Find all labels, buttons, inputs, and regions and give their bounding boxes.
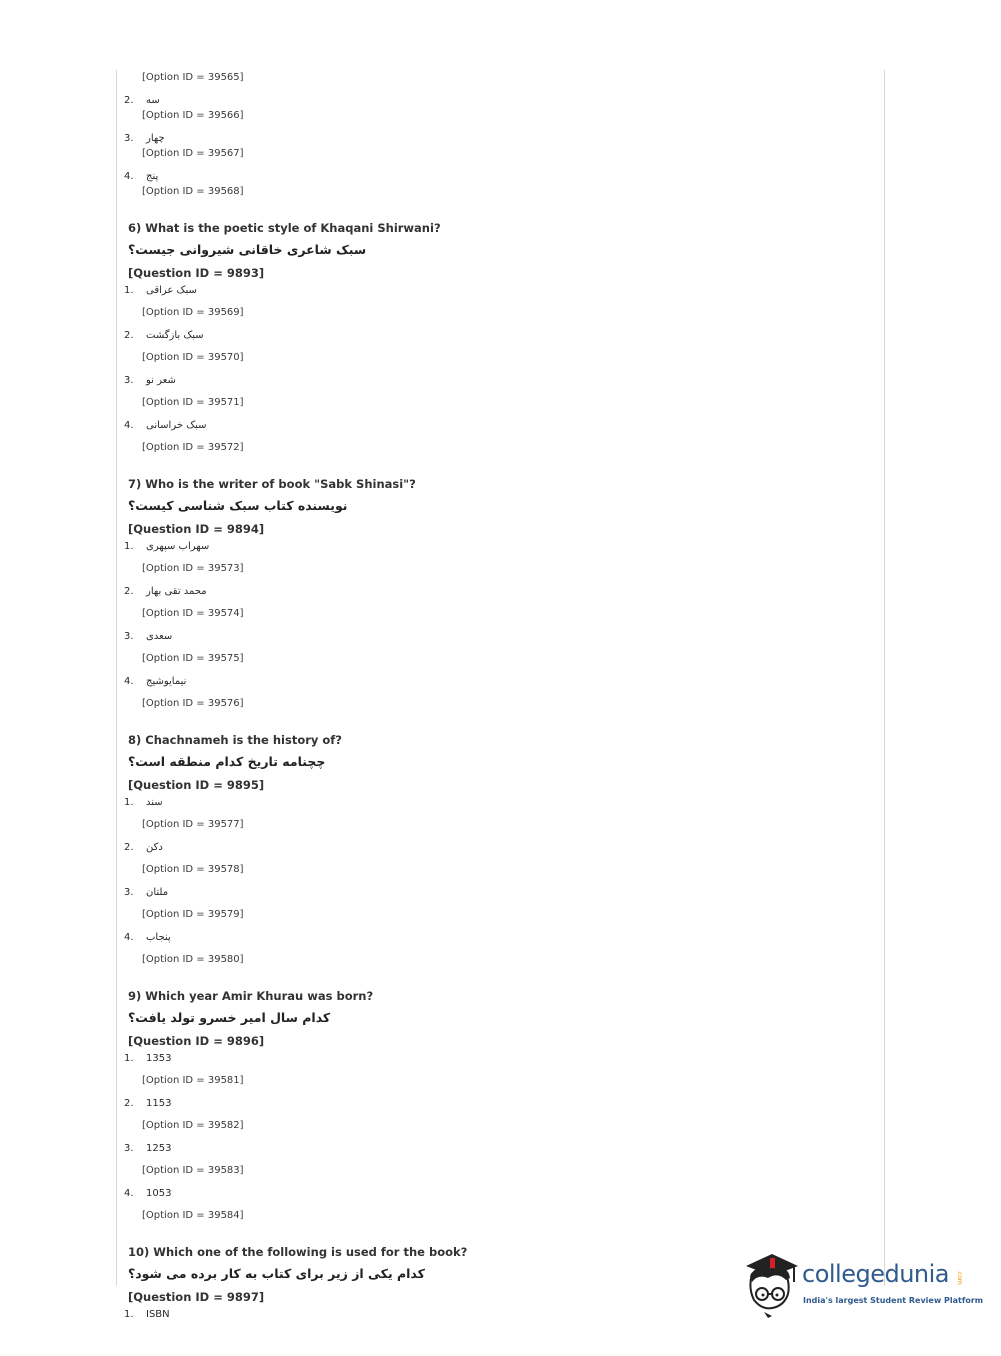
question-id: [Question ID = 9895]	[128, 778, 265, 792]
option-row	[122, 1186, 862, 1201]
option-id: [Option ID = 39580]	[142, 954, 244, 965]
option-number: 1.	[124, 1309, 134, 1320]
spacer	[122, 577, 862, 584]
spacer	[122, 554, 862, 561]
question-text-english: Which year Amir Khurau was born?	[145, 989, 374, 1003]
option-number: 3.	[124, 631, 134, 642]
option-number: 1.	[124, 541, 134, 552]
logo-wordmark: collegedunia	[802, 1260, 950, 1288]
question-text-persian: نویسنده کتاب سبک شناسی کیست؟	[128, 498, 348, 513]
spacer	[122, 833, 862, 840]
option-row	[122, 629, 862, 644]
option-text: 1153	[146, 1098, 172, 1109]
option-number: 4.	[124, 676, 134, 687]
option-id: [Option ID = 39567]	[142, 148, 244, 159]
option-row	[122, 169, 862, 184]
option-number: 2.	[124, 95, 134, 106]
option-id: [Option ID = 39565]	[142, 72, 244, 83]
option-text: پنج	[146, 171, 159, 182]
question-id: [Question ID = 9894]	[128, 522, 265, 536]
spacer	[122, 411, 862, 418]
option-row	[122, 1096, 862, 1111]
question-text-persian: چچنامه تاریخ کدام منطقه است؟	[128, 754, 326, 769]
option-id: [Option ID = 39582]	[142, 1120, 244, 1131]
option-id: [Option ID = 39583]	[142, 1165, 244, 1176]
option-id: [Option ID = 39570]	[142, 352, 244, 363]
spacer	[122, 200, 862, 207]
option-number: 3.	[124, 887, 134, 898]
spacer	[122, 86, 862, 93]
spacer	[122, 162, 862, 169]
option-row	[122, 674, 862, 689]
question-block	[122, 475, 862, 719]
option-id: [Option ID = 39571]	[142, 397, 244, 408]
option-number: 2.	[124, 1098, 134, 1109]
option-id: [Option ID = 39568]	[142, 186, 244, 197]
spacer	[122, 1201, 862, 1208]
spacer	[122, 366, 862, 373]
question-text-english: Chachnameh is the history of?	[145, 733, 342, 747]
question-block	[122, 987, 862, 1231]
option-row	[122, 795, 862, 810]
spacer	[122, 855, 862, 862]
option-number: 2.	[124, 586, 134, 597]
question-number: 10)	[128, 1245, 150, 1259]
option-text: سهراب سپهری	[146, 541, 210, 552]
option-row	[122, 373, 862, 388]
option-row	[122, 539, 862, 554]
spacer	[122, 810, 862, 817]
option-number: 3.	[124, 133, 134, 144]
question-title	[122, 219, 862, 237]
option-text: دکن	[146, 842, 163, 853]
question-title	[122, 475, 862, 493]
spacer	[122, 599, 862, 606]
left-border-line	[116, 70, 117, 1286]
option-number: 4.	[124, 1188, 134, 1199]
option-number: 4.	[124, 171, 134, 182]
spacer	[122, 343, 862, 350]
option-number: 1.	[124, 1053, 134, 1064]
question-text-persian: سبک شاعری خاقانی شیروانی جیست؟	[128, 242, 367, 257]
spacer	[122, 321, 862, 328]
option-row	[122, 930, 862, 945]
option-id: [Option ID = 39581]	[142, 1075, 244, 1086]
option-row	[122, 1141, 862, 1156]
option-row	[122, 328, 862, 343]
option-text: سبک عراقی	[146, 285, 197, 296]
spacer	[122, 1111, 862, 1118]
spacer	[122, 667, 862, 674]
option-text: محمد تقی بهار	[146, 586, 207, 597]
option-id: [Option ID = 39573]	[142, 563, 244, 574]
spacer	[122, 644, 862, 651]
question-block	[122, 219, 862, 463]
spacer	[122, 388, 862, 395]
spacer	[122, 878, 862, 885]
spacer	[122, 712, 862, 719]
question-block	[122, 731, 862, 975]
option-text: سه	[146, 95, 160, 106]
logo-domain-suffix: .com	[956, 1270, 963, 1285]
question-paper-content	[122, 70, 862, 1322]
question-number: 9)	[128, 989, 142, 1003]
option-text: سبک بازگشت	[146, 330, 204, 341]
spacer	[122, 1156, 862, 1163]
option-text: 1253	[146, 1143, 172, 1154]
option-row	[122, 885, 862, 900]
spacer	[122, 968, 862, 975]
spacer	[122, 1179, 862, 1186]
spacer	[122, 1066, 862, 1073]
option-id: [Option ID = 39566]	[142, 110, 244, 121]
option-text: سعدی	[146, 631, 173, 642]
option-number: 2.	[124, 842, 134, 853]
option-number: 3.	[124, 1143, 134, 1154]
question-id: [Question ID = 9893]	[128, 266, 265, 280]
option-text: سند	[146, 797, 163, 808]
option-id: [Option ID = 39576]	[142, 698, 244, 709]
question-number: 6)	[128, 221, 142, 235]
question-title	[122, 987, 862, 1005]
option-text: ISBN	[146, 1309, 170, 1320]
option-number: 4.	[124, 932, 134, 943]
option-text: سبک خراسانی	[146, 420, 207, 431]
option-number: 1.	[124, 285, 134, 296]
option-id: [Option ID = 39579]	[142, 909, 244, 920]
option-text: نیمایوشیج	[146, 676, 187, 687]
option-row	[122, 1051, 862, 1066]
question-text-persian: کدام سال امیر خسرو تولد یافت؟	[128, 1010, 331, 1025]
option-number: 4.	[124, 420, 134, 431]
spacer	[122, 622, 862, 629]
option-text: 1353	[146, 1053, 172, 1064]
question-text-english: What is the poetic style of Khaqani Shirwani?	[145, 221, 441, 235]
option-row	[122, 840, 862, 855]
mascot-icon	[742, 1250, 802, 1320]
option-id: [Option ID = 39575]	[142, 653, 244, 664]
option-row	[122, 93, 862, 108]
option-text: پنجاب	[146, 932, 171, 943]
spacer	[122, 689, 862, 696]
spacer	[122, 433, 862, 440]
option-number: 2.	[124, 330, 134, 341]
question-number: 7)	[128, 477, 142, 491]
spacer	[122, 124, 862, 131]
collegedunia-logo	[742, 1250, 984, 1320]
option-text: چهار	[146, 133, 165, 144]
option-row	[122, 283, 862, 298]
option-number: 3.	[124, 375, 134, 386]
option-id: [Option ID = 39574]	[142, 608, 244, 619]
spacer	[122, 298, 862, 305]
option-text: ملتان	[146, 887, 169, 898]
question-id: [Question ID = 9896]	[128, 1034, 265, 1048]
question-title	[122, 731, 862, 749]
option-text: 1053	[146, 1188, 172, 1199]
spacer	[122, 1134, 862, 1141]
right-border-line	[884, 70, 885, 1286]
spacer	[122, 900, 862, 907]
option-id: [Option ID = 39577]	[142, 819, 244, 830]
spacer	[122, 1224, 862, 1231]
option-row	[122, 131, 862, 146]
option-row	[122, 584, 862, 599]
spacer	[122, 945, 862, 952]
option-text: شعر نو	[146, 375, 176, 386]
option-id: [Option ID = 39584]	[142, 1210, 244, 1221]
option-number: 1.	[124, 797, 134, 808]
question-number: 8)	[128, 733, 142, 747]
logo-tagline: India's largest Student Review Platform	[803, 1296, 984, 1305]
question-text-persian: کدام یکی از زیر برای کتاب به کار برده می شود؟	[128, 1266, 425, 1281]
question-text-english: Which one of the following is used for the book?	[153, 1245, 468, 1259]
question-id: [Question ID = 9897]	[128, 1290, 265, 1304]
option-row	[122, 418, 862, 433]
question-text-english: Who is the writer of book "Sabk Shinasi"?	[145, 477, 416, 491]
spacer	[122, 923, 862, 930]
spacer	[122, 1089, 862, 1096]
option-id: [Option ID = 39578]	[142, 864, 244, 875]
spacer	[122, 456, 862, 463]
option-id: [Option ID = 39569]	[142, 307, 244, 318]
option-id: [Option ID = 39572]	[142, 442, 244, 453]
